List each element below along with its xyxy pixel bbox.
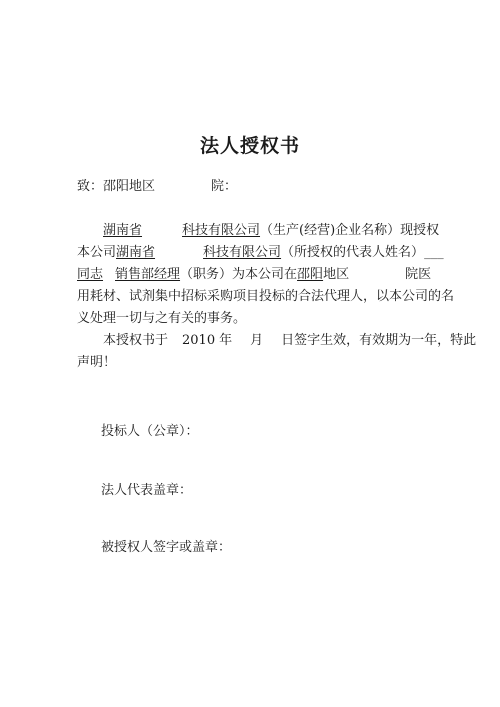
paragraph1-line2-text2: （所授权的代表人姓名） — [281, 245, 425, 260]
addressee-line — [77, 178, 237, 195]
paragraph2-text4: 日签字生效，有效期为一年，特此 — [281, 333, 477, 348]
paragraph2-text1: 本授权书于 — [103, 333, 169, 348]
region-name: 邵阳 — [297, 267, 324, 282]
paragraph1-line2 — [77, 244, 444, 261]
paragraph1-line3-text4: 院医 — [405, 267, 432, 282]
addressee-prefix: 致： — [77, 179, 104, 194]
paragraph1-line1 — [103, 222, 439, 239]
paragraph1-line5: 义处理一切与之有关的事务。 — [77, 311, 247, 326]
paragraph2-line2: 声明！ — [77, 355, 117, 370]
paragraph1-line3 — [77, 266, 431, 283]
position-name: 销售部经理 — [115, 267, 181, 282]
paragraph2-year: 2010 — [182, 333, 216, 348]
paragraph2-year-label: 年 — [219, 333, 233, 348]
document-title: 法人授权书 — [199, 135, 300, 157]
paragraph1-line2-text1: 本公司 — [77, 245, 117, 260]
paragraph1-line3-text2: （职务）为本公司在 — [180, 267, 298, 282]
representative-blank: ___ — [424, 245, 444, 260]
paragraph2-month-label: 月 — [250, 333, 264, 348]
company-name-part2: 湖南省 科技有限公司 — [116, 245, 282, 260]
company-name-part1: 湖南省 科技有限公司 — [103, 223, 261, 238]
paragraph2-line1 — [103, 332, 476, 349]
paragraph1-line3-text3: 地区 — [323, 267, 350, 282]
comrade-label: 同志 — [77, 267, 104, 282]
paragraph1-line1-text: （生产(经营)企业名称）现授权 — [260, 223, 440, 238]
signature-legal-rep: 法人代表盖章： — [101, 483, 193, 498]
signature-bidder: 投标人（公章）： — [101, 424, 199, 439]
addressee-region: 邵阳地区 — [103, 179, 156, 194]
addressee-suffix: 院： — [211, 179, 238, 194]
paragraph1-line4: 用耗材、试剂集中招标采购项目投标的合法代理人，以本公司的名 — [77, 289, 455, 304]
signature-authorized: 被授权人签字或盖章： — [101, 540, 232, 555]
